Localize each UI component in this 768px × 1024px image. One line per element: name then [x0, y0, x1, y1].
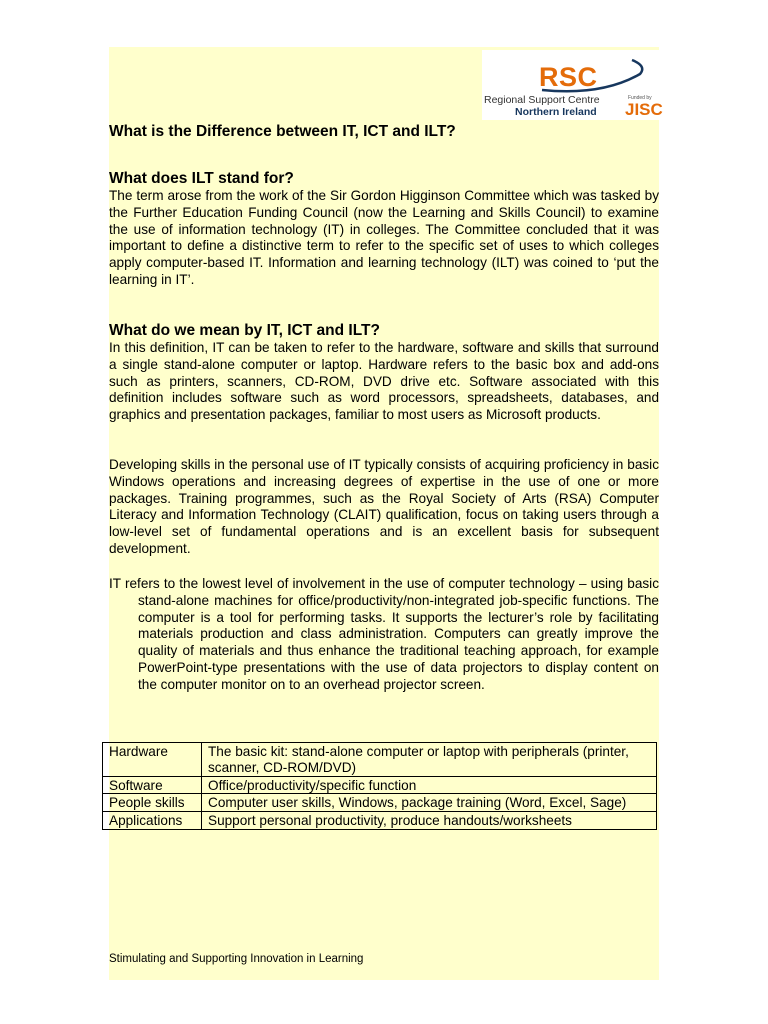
table-cell-label: Applications — [103, 812, 202, 830]
table-cell-value: Support personal productivity, produce handouts/worksheets — [202, 812, 657, 830]
page-title: What is the Difference between IT, ICT and ILT? — [109, 123, 456, 140]
table-cell-label: Hardware — [103, 743, 202, 777]
logo-funded-by: Funded by — [628, 95, 652, 101]
section-heading-definitions: What do we mean by IT, ICT and ILT? — [109, 322, 380, 339]
paragraph-it-skills: Developing skills in the personal use of IT typically consists of acquiring proficiency in basic Windows operations and increasing degrees of expertise in the use of one or more packages. Training programmes, such as the Royal Society of Arts (RSA) Computer Literacy and Information Technology (CLAIT) qualification, focus on taking users through a low-level set of fundamental operations and is an excellent basis for subsequent development. — [109, 457, 659, 556]
footer-tagline: Stimulating and Supporting Innovation in Learning — [109, 953, 364, 965]
logo-region: Northern Ireland — [515, 106, 597, 118]
table-row — [103, 794, 657, 812]
table-row — [103, 812, 657, 830]
paragraph-it-definition: In this definition, IT can be taken to refer to the hardware, software and skills that surround a single stand-alone computer or laptop. Hardware refers to the basic box and add-ons such as printers, scanners, CD-ROM, DVD drive etc. Software associated with this definition includes software such as word processors, spreadsheets, databases, and graphics and presentation packages, familiar to most users as Microsoft products. — [109, 340, 659, 423]
table-cell-value: Office/productivity/specific function — [202, 776, 657, 794]
paragraph-ilt-origin: The term arose from the work of the Sir Gordon Higginson Committee which was tasked by the Further Education Funding Council (now the Learning and Skills Council) to examine the use of information technology (IT) in colleges. The Committee concluded that it was important to define a distinctive term to refer to the specific set of uses to which colleges apply computer-based IT. Information and learning technology (ILT) was coined to ‘put the learning in IT’. — [109, 188, 659, 287]
logo-wordmark: RSC — [539, 62, 598, 92]
table-row — [103, 776, 657, 794]
logo-partner: JISC — [625, 100, 663, 119]
table-cell-value: Computer user skills, Windows, package training (Word, Excel, Sage) — [202, 794, 657, 812]
table-cell-label: People skills — [103, 794, 202, 812]
rsc-logo — [482, 50, 663, 120]
logo-subtitle: Regional Support Centre — [484, 94, 600, 106]
section-heading-ilt: What does ILT stand for? — [109, 170, 294, 187]
table-row — [103, 743, 657, 777]
it-components-table — [102, 742, 657, 830]
table-cell-label: Software — [103, 776, 202, 794]
paragraph-it-level: IT refers to the lowest level of involvement in the use of computer technology – using basic stand-alone machines for office/productivity/non-integrated job-specific functions. The computer is a tool for performing tasks. It supports the lecturer’s role by facilitating materials production and class administration. Computers can greatly improve the quality of materials and thus enhance the traditional teaching approach, for example PowerPoint-type presentations with the use of data projectors to display content on the computer monitor on to an overhead projector screen. — [109, 576, 659, 692]
table-cell-value: The basic kit: stand-alone computer or laptop with peripherals (printer, scanner, CD-ROM/DVD) — [202, 743, 657, 777]
